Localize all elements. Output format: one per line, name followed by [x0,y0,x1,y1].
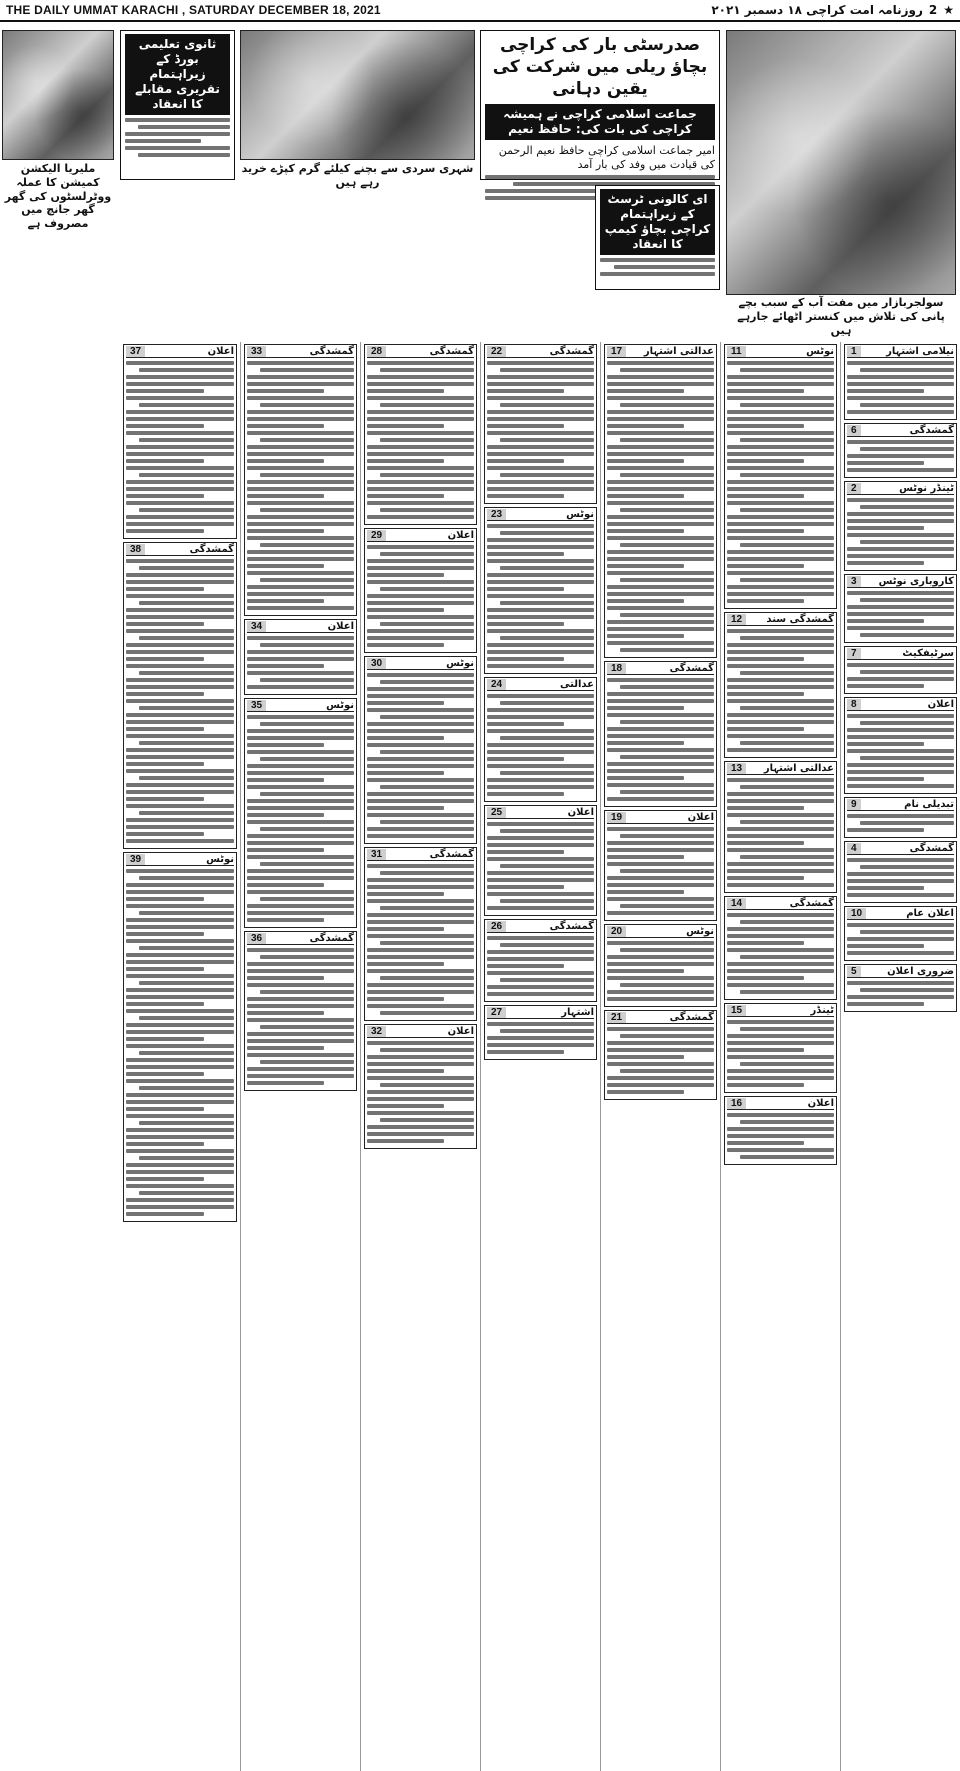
masthead [0,0,960,22]
classified-ad: اعلان عام 10 [844,906,957,961]
classified-ad: اعلان 25 [484,805,597,916]
main-kicker: جماعت اسلامی کراچی نے ہمیشہ کراچی کی بات کی: حافظ نعیم [485,104,715,140]
board-contest-headline: ثانوی تعلیمی بورڈ کے زیراہتمام تقریری مقابلے کا انعقاد [125,34,230,115]
masthead-urdu-title [711,3,954,17]
classified-column-5 [360,342,480,1771]
masthead-english-title: THE DAILY UMMAT KARACHI , SATURDAY DECEMBER 18, 2021 [6,3,381,17]
classified-ad: اعلان 19 [604,810,717,921]
classified-column-2 [720,342,840,1771]
classified-ad: اشتہار 27 [484,1005,597,1060]
star-icon: ★ [943,3,954,17]
classified-ad: اعلان 29 [364,528,477,653]
classified-ad: عدالتی اشتہار 13 [724,761,837,893]
masthead-urdu-date: روزنامہ امت کراچی ۱۸ دسمبر ۲۰۲۱ [711,3,923,17]
classified-column-4 [480,342,600,1771]
classified-ad: اعلان 32 [364,1024,477,1149]
election-staff-photo [2,30,114,160]
classified-column-1 [840,342,960,1771]
right-photo-caption: سولجربازار میں مفت آب کے سبب بچے پانی کی تلاش میں کنستر اٹھائے جارہے ہیں [737,296,945,337]
classified-ad: نوٹس 11 [724,344,837,609]
classified-ad: کاروباری نوٹس 3 [844,574,957,643]
classified-ad: نوٹس 20 [604,924,717,1007]
classified-ad: عدالتی 24 [484,677,597,802]
classified-ad: اعلان 34 [244,619,357,695]
classified-ad: گمشدگی 14 [724,896,837,1000]
classified-ad: عدالتی اشتہار 17 [604,344,717,658]
classified-ad: گمشدگی 26 [484,919,597,1002]
center-photo-caption: شہری سردی سے بچنے کیلئے گرم کپڑے خرید رہے ہیں [241,162,474,189]
classified-column-3 [600,342,720,1771]
colony-camp-headline: ای کالونی ٹرسٹ کے زیراہتمام کراچی بچاؤ کیمپ کا انعقاد [600,189,715,255]
classified-ad: نیلامی اشتہار 1 [844,344,957,420]
classified-ad: گمشدگی 38 [123,542,237,849]
classified-ad: ضروری اعلان 5 [844,964,957,1012]
classified-ad: ٹینڈر 15 [724,1003,837,1093]
classified-ad: گمشدگی 6 [844,423,957,478]
classified-ad: گمشدگی 36 [244,931,357,1091]
classified-ad: اعلان 16 [724,1096,837,1165]
page-number: 2 [928,3,938,17]
classified-ad: تبدیلی نام 9 [844,797,957,838]
left-photo-caption: ملیریا الیکشن کمیشن کا عملہ ووٹرلسٹوں کی گھر گھر جانچ میں مصروف ہے [4,162,112,230]
board-contest-box [120,30,235,180]
classified-ad: گمشدگی 21 [604,1010,717,1100]
classified-ad: نوٹس 30 [364,656,477,844]
classified-ad: اعلان 37 [123,344,237,539]
classified-ad: نوٹس 39 [123,852,237,1222]
shoppers-photo [240,30,475,160]
classifieds-grid [0,342,960,1771]
classified-column-6 [240,342,360,1771]
colony-camp-box [595,185,720,290]
main-headline-box [480,30,720,180]
classified-ad: سرٹیفکیٹ 7 [844,646,957,694]
classified-ad: اعلان 8 [844,697,957,794]
main-subhead: امیر جماعت اسلامی کراچی حافظ نعیم الرحمن کی قیادت میں وفد کی بار آمد [498,144,715,172]
classified-ad: گمشدگی 22 [484,344,597,504]
classified-ad: گمشدگی 4 [844,841,957,903]
classified-ad: نوٹس 35 [244,698,357,928]
classified-ad: نوٹس 23 [484,507,597,674]
classified-ad: ٹینڈر نوٹس 2 [844,481,957,571]
classified-ad: گمشدگی سند 12 [724,612,837,758]
classified-ad: گمشدگی 28 [364,344,477,525]
main-headline: صدرسٹی بار کی کراچی بچاؤ ریلی میں شرکت کی یقین دہانی [492,35,708,100]
classified-ad: گمشدگی 31 [364,847,477,1021]
children-water-photo [726,30,956,295]
classified-ad: گمشدگی 18 [604,661,717,807]
classified-column-7 [120,342,240,1771]
classified-ad: گمشدگی 33 [244,344,357,616]
